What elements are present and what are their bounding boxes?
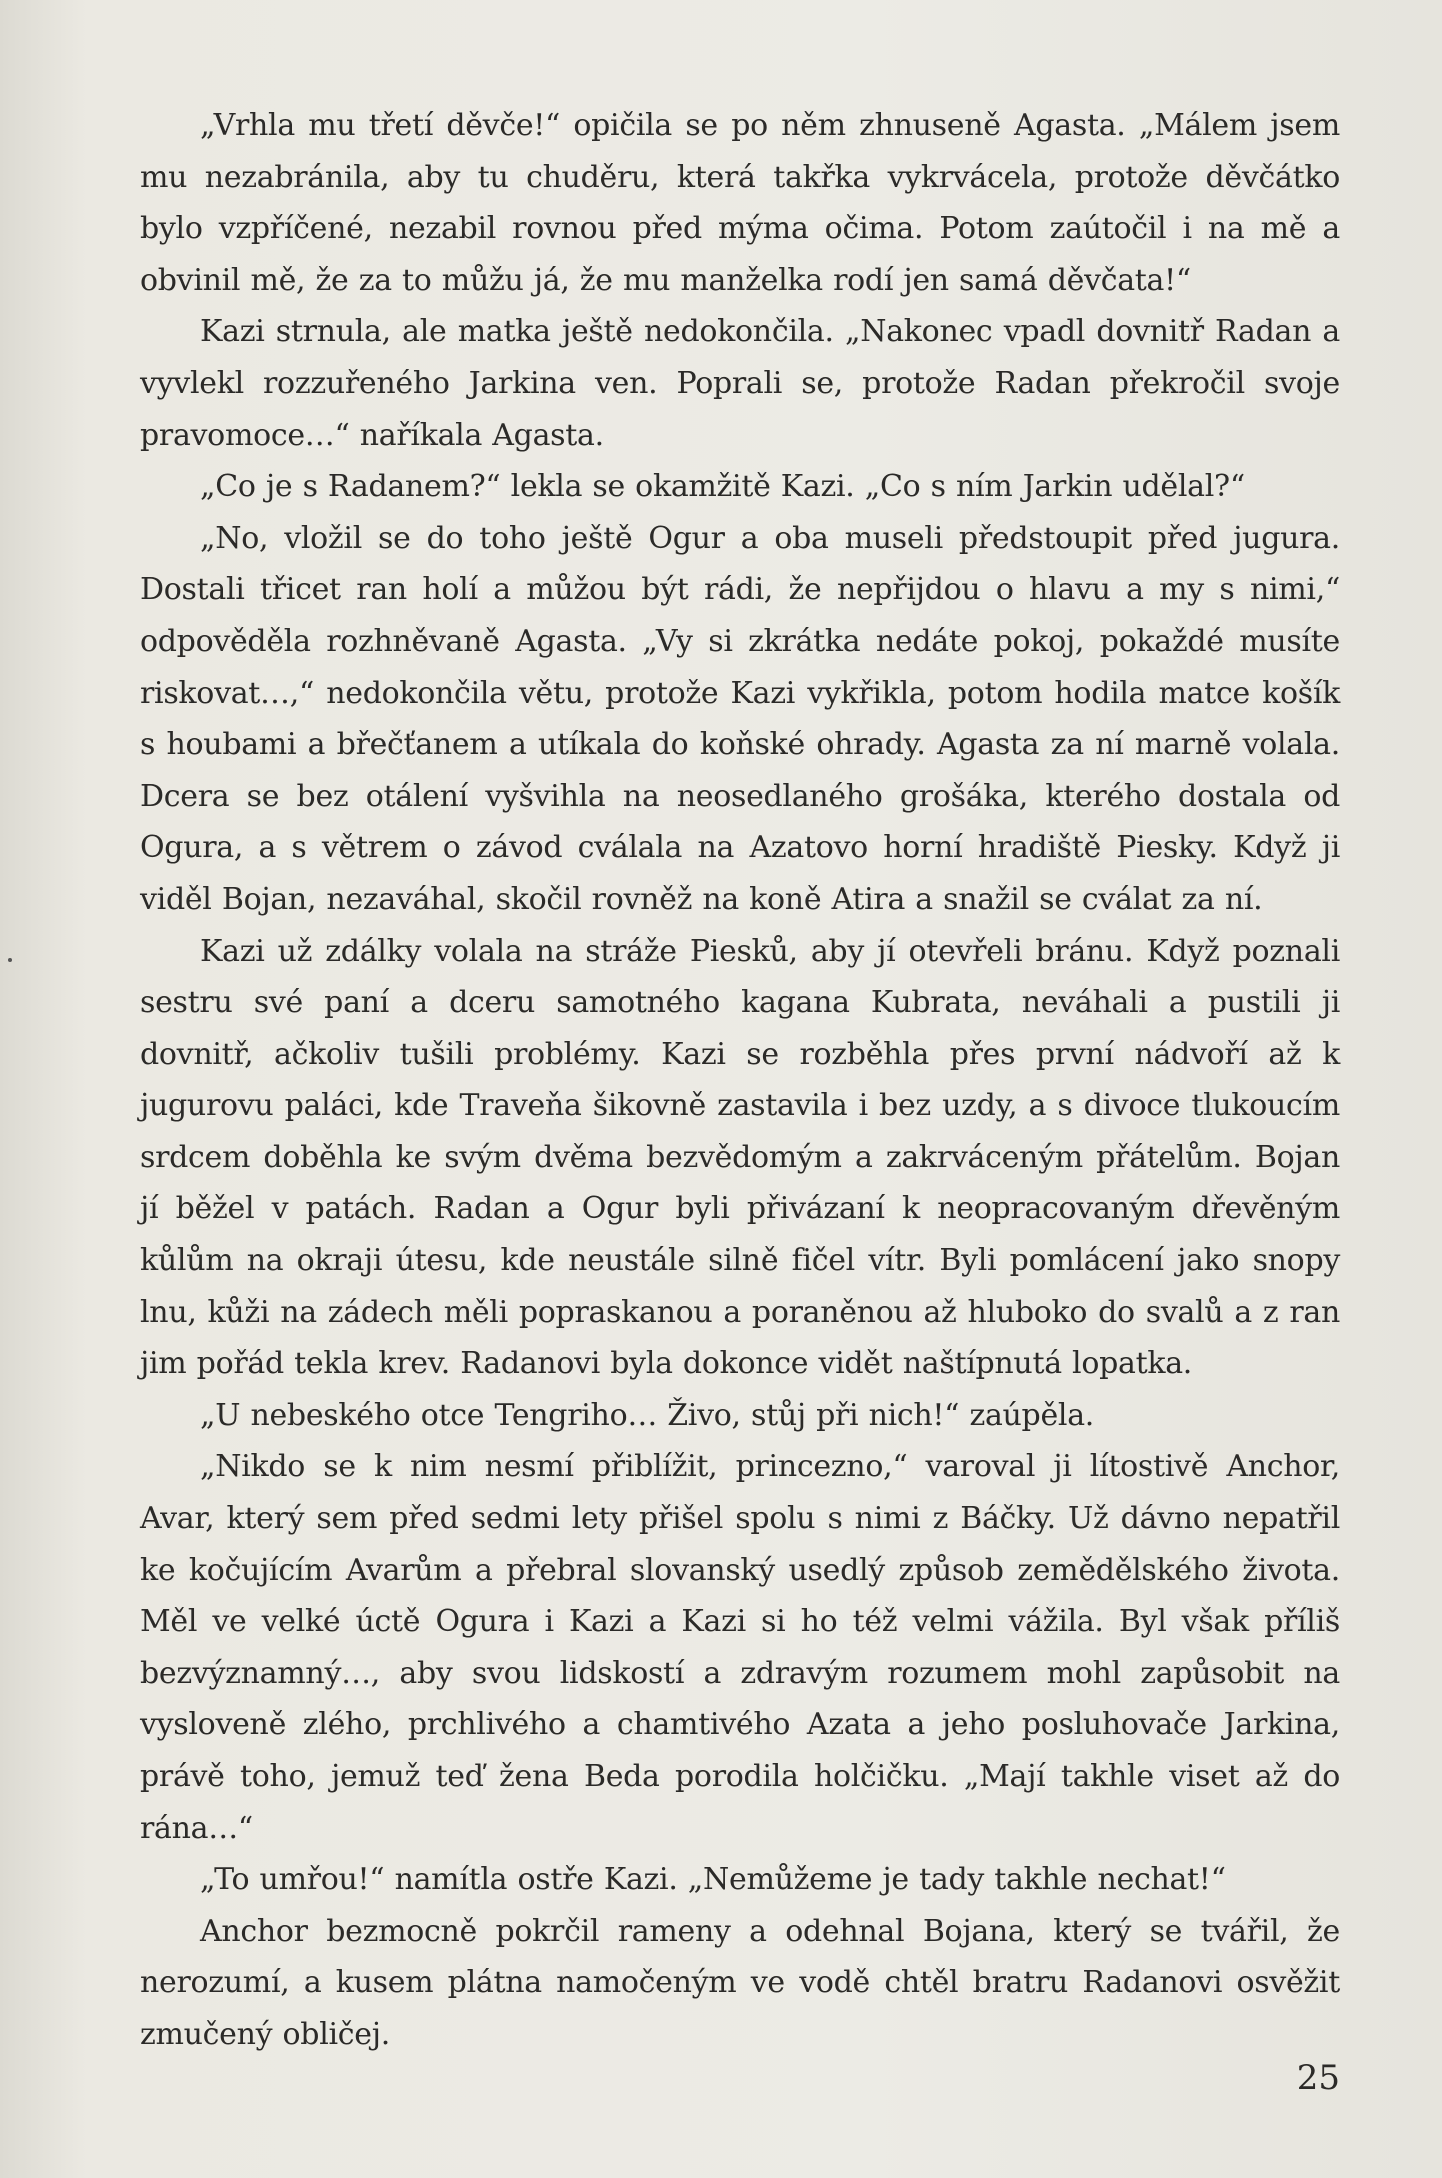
- paragraph-4: „No, vložil se do toho ještě Ogur a oba museli předstoupit před jugura. Dostali třicet ran holí a můžou být rádi, že nepřijdou o hlavu a my s nimi,“ odpověděla rozhněvaně Agasta. „Vy si zkrátka nedáte pokoj, pokaždé musíte riskovat…,“ nedokončila větu, protože Kazi vykřikla, potom hodila matce košík s houbami a břečťanem a utíkala do koňské ohrady. Agasta za ní marně volala. Dcera se bez otálení vyšvihla na neosedlaného grošáka, kterého dostala od Ogura, a s větrem o závod cválala na Azatovo horní hradiště Piesky. Když ji viděl Bojan, nezaváhal, skočil rovněž na koně Atira a snažil se cválat za ní.: [140, 520, 1340, 917]
- stray-ink-dot: [8, 958, 12, 962]
- paragraph-2: Kazi strnula, ale matka ještě nedokončila. „Nakonec vpadl dovnitř Radan a vyvlekl rozzuřeného Jarkina ven. Poprali se, protože Radan překročil svoje pravomoce…“ naříkala Agasta.: [140, 314, 1340, 453]
- paragraph-5: Kazi už zdálky volala na stráže Piesků, aby jí otevřeli bránu. Když poznali sestru své paní a dceru samotného kagana Kubrata, neváhali a pustili ji dovnitř, ačkoliv tušili problémy. Kazi se rozběhla přes první nádvoří až k jugurovu paláci, kde Traveňa šikovně zastavila i bez uzdy, a s divoce tlukoucím srdcem doběhla ke svým dvěma bezvědomým a zakrváceným přátelům. Bojan jí běžel v patách. Radan a Ogur byli přivázaní k neopracovaným dřevěným kůlům na okraji útesu, kde neustále silně fičel vítr. Byli pomlácení jako snopy lnu, kůži na zádech měli popraskanou a poraněnou až hluboko do svalů a z ran jim pořád tekla krev. Radanovi byla dokonce vidět naštípnutá lopatka.: [140, 933, 1340, 1382]
- paragraph-8: „To umřou!“ namítla ostře Kazi. „Nemůžeme je tady takhle nechat!“: [200, 1862, 1226, 1898]
- paragraph-9: Anchor bezmocně pokrčil rameny a odehnal Bojana, který se tvářil, že nerozumí, a kusem plátna namočeným ve vodě chtěl bratru Radanovi osvěžit zmučený obličej.: [140, 1913, 1340, 2052]
- paragraph-6: „U nebeského otce Tengriho… Živo, stůj při nich!“ zaúpěla.: [200, 1397, 1095, 1433]
- paragraph-1: „Vrhla mu třetí děvče!“ opičila se po něm zhnuseně Agasta. „Málem jsem mu nezabránila, aby tu chuděru, která takřka vykrvácela, protože děvčátko bylo vzpříčené, nezabil rovnou před mýma očima. Potom zaútočil i na mě a obvinil mě, že za to můžu já, že mu manželka rodí jen samá děvčata!“: [140, 108, 1340, 298]
- paragraph-3: „Co je s Radanem?“ lekla se okamžitě Kazi. „Co s ním Jarkin udělal?“: [200, 469, 1245, 505]
- book-page: [140, 100, 1340, 2100]
- page-body-text: [140, 100, 1340, 2061]
- paragraph-7: „Nikdo se k nim nesmí přiblížit, princezno,“ varoval ji lítostivě Anchor, Avar, který sem před sedmi lety přišel spolu s nimi z Báčky. Už dávno nepatřil ke kočujícím Avarům a přebral slovanský usedlý způsob zemědělského života. Měl ve velké úctě Ogura i Kazi a Kazi si ho též velmi vážila. Byl však příliš bezvýznamný…, aby svou lidskostí a zdravým rozumem mohl zapůsobit na vysloveně zlého, prchlivého a chamtivého Azata a jeho posluhovače Jarkina, právě toho, jemuž teď žena Beda porodila holčičku. „Mají takhle viset až do rána…“: [140, 1449, 1340, 1846]
- page-number: 25: [1296, 2058, 1340, 2098]
